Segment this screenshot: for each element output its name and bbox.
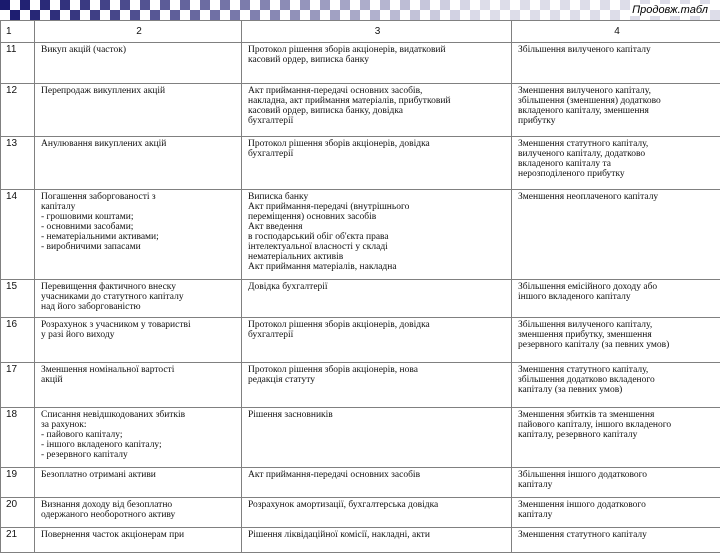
cell-line: Акт приймання-передачі основних засобів	[248, 470, 507, 480]
table-continuation-caption: Продовж.табл	[630, 4, 710, 16]
cell-col3	[242, 280, 512, 318]
cell-line: Розрахунок з учасником у товаристві	[41, 320, 237, 330]
cell-line: одержаного необоротного активу	[41, 510, 237, 520]
deco-square	[480, 0, 490, 10]
cell-line: Довідка бухгалтерії	[248, 282, 507, 292]
cell-line: акцій	[41, 375, 237, 385]
deco-square	[40, 0, 50, 10]
deco-square	[450, 10, 460, 20]
deco-square	[60, 0, 70, 10]
cell-col4	[512, 528, 720, 553]
deco-square	[560, 0, 570, 10]
cell-col4	[512, 498, 720, 528]
deco-square	[360, 0, 370, 10]
deco-square	[70, 0, 80, 10]
cell-col3	[242, 363, 512, 408]
cell-col3	[242, 528, 512, 553]
cell-line: Зменшення збитків та зменшення	[518, 410, 716, 420]
cell-col3	[242, 318, 512, 363]
cell-col2	[35, 137, 242, 190]
deco-square	[590, 0, 600, 10]
cell-line: нематеріальних активів	[248, 252, 507, 262]
cell-line: Анулювання викуплених акцій	[41, 139, 237, 149]
cell-col3	[242, 137, 512, 190]
cell-line: Безоплатно отримані активи	[41, 470, 237, 480]
deco-square	[350, 0, 360, 10]
cell-line: редакція статуту	[248, 375, 507, 385]
cell-line: капіталу	[518, 480, 716, 490]
cell-line: касовий ордер, виписка банку, довідка	[248, 106, 507, 116]
header-col-4: 4	[512, 21, 720, 43]
row-number: 16	[1, 318, 35, 363]
deco-square	[250, 0, 260, 10]
deco-square	[420, 10, 430, 20]
cell-line: Акт приймання-передачі (внутрішнього	[248, 202, 507, 212]
cell-line: Акт приймання матеріалів, накладна	[248, 262, 507, 272]
cell-line: капіталу, резервного капіталу	[518, 430, 716, 440]
cell-line: капіталу	[41, 202, 237, 212]
deco-square	[620, 10, 630, 20]
deco-square	[280, 10, 290, 20]
cell-line: - основними засобами;	[41, 222, 237, 232]
deco-square	[10, 10, 20, 20]
cell-line: Перепродаж викуплених акцій	[41, 86, 237, 96]
deco-square	[140, 10, 150, 20]
cell-col3	[242, 43, 512, 84]
deco-square	[510, 0, 520, 10]
cell-line: Зменшення іншого додаткового	[518, 500, 716, 510]
cell-line: інтелектуальної власності у складі	[248, 242, 507, 252]
deco-square	[360, 10, 370, 20]
decorative-checker-band	[0, 0, 720, 20]
cell-line: - іншого вкладеного капіталу;	[41, 440, 237, 450]
table-row	[1, 498, 720, 528]
deco-square	[150, 0, 160, 10]
cell-line: переміщення) основних засобів	[248, 212, 507, 222]
deco-square	[490, 10, 500, 20]
cell-line: вилученого капіталу, додатково	[518, 149, 716, 159]
cell-line: над його заборгованістю	[41, 302, 237, 312]
deco-square	[0, 0, 10, 10]
cell-col2	[35, 190, 242, 280]
cell-col4	[512, 43, 720, 84]
deco-square	[380, 10, 390, 20]
deco-square	[490, 0, 500, 10]
deco-square	[90, 0, 100, 10]
deco-square	[290, 0, 300, 10]
deco-square	[340, 10, 350, 20]
deco-square	[350, 10, 360, 20]
deco-square	[250, 10, 260, 20]
deco-square	[440, 0, 450, 10]
cell-line: капіталу	[518, 510, 716, 520]
deco-square	[530, 0, 540, 10]
deco-square	[500, 10, 510, 20]
cell-line: Викуп акцій (часток)	[41, 45, 237, 55]
deco-square	[210, 0, 220, 10]
deco-square	[100, 10, 110, 20]
cell-line: збільшення додатково вкладеного	[518, 375, 716, 385]
row-number: 11	[1, 43, 35, 84]
deco-square	[470, 10, 480, 20]
cell-line: Списання невідшкодованих збитків	[41, 410, 237, 420]
header-col-3: 3	[242, 21, 512, 43]
cell-col2	[35, 84, 242, 137]
cell-line: Визнання доходу від безоплатно	[41, 500, 237, 510]
cell-line: Протокол рішення зборів акціонерів, видатковий	[248, 45, 507, 55]
cell-line: Акт введення	[248, 222, 507, 232]
deco-square	[400, 0, 410, 10]
row-number: 12	[1, 84, 35, 137]
cell-line: пайового капіталу, іншого вкладеного	[518, 420, 716, 430]
deco-square	[270, 0, 280, 10]
deco-square	[100, 0, 110, 10]
cell-line: касовий ордер, виписка банку	[248, 55, 507, 65]
deco-square	[390, 0, 400, 10]
cell-line: - виробничими запасами	[41, 242, 237, 252]
table-row	[1, 137, 720, 190]
deco-square	[180, 0, 190, 10]
deco-square	[200, 0, 210, 10]
cell-col4	[512, 137, 720, 190]
deco-square	[400, 10, 410, 20]
deco-square	[600, 0, 610, 10]
cell-col2	[35, 363, 242, 408]
cell-col3	[242, 84, 512, 137]
cell-col4	[512, 468, 720, 498]
deco-square	[570, 0, 580, 10]
deco-square	[40, 10, 50, 20]
cell-line: резервного капіталу (за певних умов)	[518, 340, 716, 350]
table-row	[1, 280, 720, 318]
deco-square	[170, 10, 180, 20]
capital-operations-table	[0, 20, 720, 553]
deco-square	[80, 10, 90, 20]
deco-square	[550, 10, 560, 20]
deco-square	[500, 0, 510, 10]
cell-line: зменшення прибутку, зменшення	[518, 330, 716, 340]
deco-square	[510, 10, 520, 20]
deco-square	[320, 10, 330, 20]
row-number: 13	[1, 137, 35, 190]
deco-square	[560, 10, 570, 20]
deco-square	[200, 10, 210, 20]
deco-square	[120, 10, 130, 20]
cell-col2	[35, 318, 242, 363]
cell-line: Рішення ліквідаційної комісії, накладні, акти	[248, 530, 507, 540]
cell-line: Протокол рішення зборів акціонерів, нова	[248, 365, 507, 375]
cell-line: накладна, акт приймання матеріалів, прибутковий	[248, 96, 507, 106]
deco-square	[70, 10, 80, 20]
deco-square	[430, 0, 440, 10]
deco-square	[580, 10, 590, 20]
deco-square	[30, 0, 40, 10]
table-row	[1, 468, 720, 498]
deco-square	[220, 0, 230, 10]
cell-col3	[242, 468, 512, 498]
deco-square	[610, 0, 620, 10]
cell-line: бухгалтерії	[248, 116, 507, 126]
deco-square	[310, 10, 320, 20]
deco-square	[110, 10, 120, 20]
cell-line: Акт приймання-передачі основних засобів,	[248, 86, 507, 96]
deco-square	[590, 10, 600, 20]
cell-col4	[512, 363, 720, 408]
cell-line: учасниками до статутного капіталу	[41, 292, 237, 302]
deco-square	[190, 10, 200, 20]
deco-square	[110, 0, 120, 10]
table-row	[1, 363, 720, 408]
cell-line: Збільшення емісійного доходу або	[518, 282, 716, 292]
deco-square	[610, 10, 620, 20]
cell-col3	[242, 498, 512, 528]
deco-square	[300, 10, 310, 20]
deco-square	[330, 10, 340, 20]
cell-col2	[35, 280, 242, 318]
deco-square	[130, 10, 140, 20]
cell-line: Рішення засновників	[248, 410, 507, 420]
deco-square	[580, 0, 590, 10]
deco-square	[340, 0, 350, 10]
cell-line: іншого вкладеного капіталу	[518, 292, 716, 302]
cell-line: вкладеного капіталу, зменшення	[518, 106, 716, 116]
deco-square	[30, 10, 40, 20]
deco-square	[120, 0, 130, 10]
cell-line: - пайового капіталу;	[41, 430, 237, 440]
deco-square	[180, 10, 190, 20]
cell-line: - резервного капіталу	[41, 450, 237, 460]
cell-line: Збільшення іншого додаткового	[518, 470, 716, 480]
cell-col2	[35, 528, 242, 553]
cell-col2	[35, 408, 242, 468]
deco-square	[460, 0, 470, 10]
deco-square	[450, 0, 460, 10]
cell-line: Зменшення неоплаченого капіталу	[518, 192, 716, 202]
cell-line: Виписка банку	[248, 192, 507, 202]
deco-square	[270, 10, 280, 20]
deco-square	[50, 0, 60, 10]
cell-line: Зменшення вилученого капіталу,	[518, 86, 716, 96]
cell-line: Зменшення статутного капіталу	[518, 530, 716, 540]
row-number: 18	[1, 408, 35, 468]
deco-square	[550, 0, 560, 10]
deco-square	[290, 10, 300, 20]
cell-line: збільшення (зменшення) додатково	[518, 96, 716, 106]
deco-square	[20, 0, 30, 10]
deco-square	[540, 10, 550, 20]
cell-col3	[242, 190, 512, 280]
deco-square	[570, 10, 580, 20]
deco-square	[370, 10, 380, 20]
row-number: 20	[1, 498, 35, 528]
cell-line: Розрахунок амортизації, бухгалтерська довідка	[248, 500, 507, 510]
deco-square	[620, 0, 630, 10]
cell-line: Збільшення вилученого капіталу	[518, 45, 716, 55]
deco-square	[460, 10, 470, 20]
cell-col4	[512, 84, 720, 137]
deco-square	[240, 10, 250, 20]
deco-square	[240, 0, 250, 10]
deco-square	[140, 0, 150, 10]
cell-line: за рахунок:	[41, 420, 237, 430]
cell-line: Збільшення вилученого капіталу,	[518, 320, 716, 330]
cell-line: Зменшення статутного капіталу,	[518, 365, 716, 375]
cell-line: Зменшення статутного капіталу,	[518, 139, 716, 149]
deco-square	[520, 10, 530, 20]
header-col-2: 2	[35, 21, 242, 43]
table-row	[1, 528, 720, 553]
deco-square	[0, 10, 10, 20]
cell-line: капіталу (за певних умов)	[518, 385, 716, 395]
deco-square	[170, 0, 180, 10]
cell-line: бухгалтерії	[248, 149, 507, 159]
deco-square	[90, 10, 100, 20]
deco-square	[710, 10, 720, 20]
row-number: 15	[1, 280, 35, 318]
cell-line: - нематеріальними активами;	[41, 232, 237, 242]
deco-square	[710, 0, 720, 10]
cell-line: Зменшення номінальної вартості	[41, 365, 237, 375]
cell-line: бухгалтерії	[248, 330, 507, 340]
table-row	[1, 408, 720, 468]
deco-square	[480, 10, 490, 20]
deco-square	[160, 0, 170, 10]
table-header-row	[1, 21, 720, 43]
table-row	[1, 43, 720, 84]
cell-col4	[512, 280, 720, 318]
deco-square	[530, 10, 540, 20]
deco-square	[80, 0, 90, 10]
table-row	[1, 318, 720, 363]
deco-square	[600, 10, 610, 20]
deco-square	[430, 10, 440, 20]
deco-square	[230, 0, 240, 10]
cell-col4	[512, 408, 720, 468]
deco-square	[150, 10, 160, 20]
deco-square	[380, 0, 390, 10]
row-number: 17	[1, 363, 35, 408]
deco-square	[330, 0, 340, 10]
cell-col3	[242, 408, 512, 468]
row-number: 21	[1, 528, 35, 553]
deco-square	[390, 10, 400, 20]
cell-col2	[35, 43, 242, 84]
deco-square	[300, 0, 310, 10]
deco-square	[310, 0, 320, 10]
cell-line: Протокол рішення зборів акціонерів, довідка	[248, 139, 507, 149]
cell-line: Протокол рішення зборів акціонерів, довідка	[248, 320, 507, 330]
deco-square	[190, 0, 200, 10]
cell-col2	[35, 468, 242, 498]
deco-square	[260, 10, 270, 20]
cell-line: прибутку	[518, 116, 716, 126]
deco-square	[470, 0, 480, 10]
cell-line: Погашення заборгованості з	[41, 192, 237, 202]
header-col-1: 1	[1, 21, 35, 43]
cell-col4	[512, 190, 720, 280]
deco-square	[60, 10, 70, 20]
deco-square	[520, 0, 530, 10]
deco-square	[20, 10, 30, 20]
cell-line: Перевищення фактичного внеску	[41, 282, 237, 292]
deco-square	[220, 10, 230, 20]
row-number: 14	[1, 190, 35, 280]
deco-square	[260, 0, 270, 10]
cell-col2	[35, 498, 242, 528]
deco-square	[320, 0, 330, 10]
cell-line: Повернення часток акціонерам при	[41, 530, 237, 540]
deco-square	[210, 10, 220, 20]
deco-square	[50, 10, 60, 20]
deco-square	[370, 0, 380, 10]
deco-square	[280, 0, 290, 10]
cell-line: нерозподіленого прибутку	[518, 169, 716, 179]
row-number: 19	[1, 468, 35, 498]
cell-line: у разі його виходу	[41, 330, 237, 340]
cell-line: в господарський обіг об'єкта права	[248, 232, 507, 242]
deco-square	[10, 0, 20, 10]
deco-square	[130, 0, 140, 10]
deco-square	[160, 10, 170, 20]
cell-line: - грошовими коштами;	[41, 212, 237, 222]
deco-square	[420, 0, 430, 10]
cell-col4	[512, 318, 720, 363]
table-row	[1, 190, 720, 280]
deco-square	[410, 0, 420, 10]
deco-square	[540, 0, 550, 10]
table-row	[1, 84, 720, 137]
deco-square	[440, 10, 450, 20]
cell-line: вкладеного капіталу та	[518, 159, 716, 169]
deco-square	[410, 10, 420, 20]
deco-square	[230, 10, 240, 20]
